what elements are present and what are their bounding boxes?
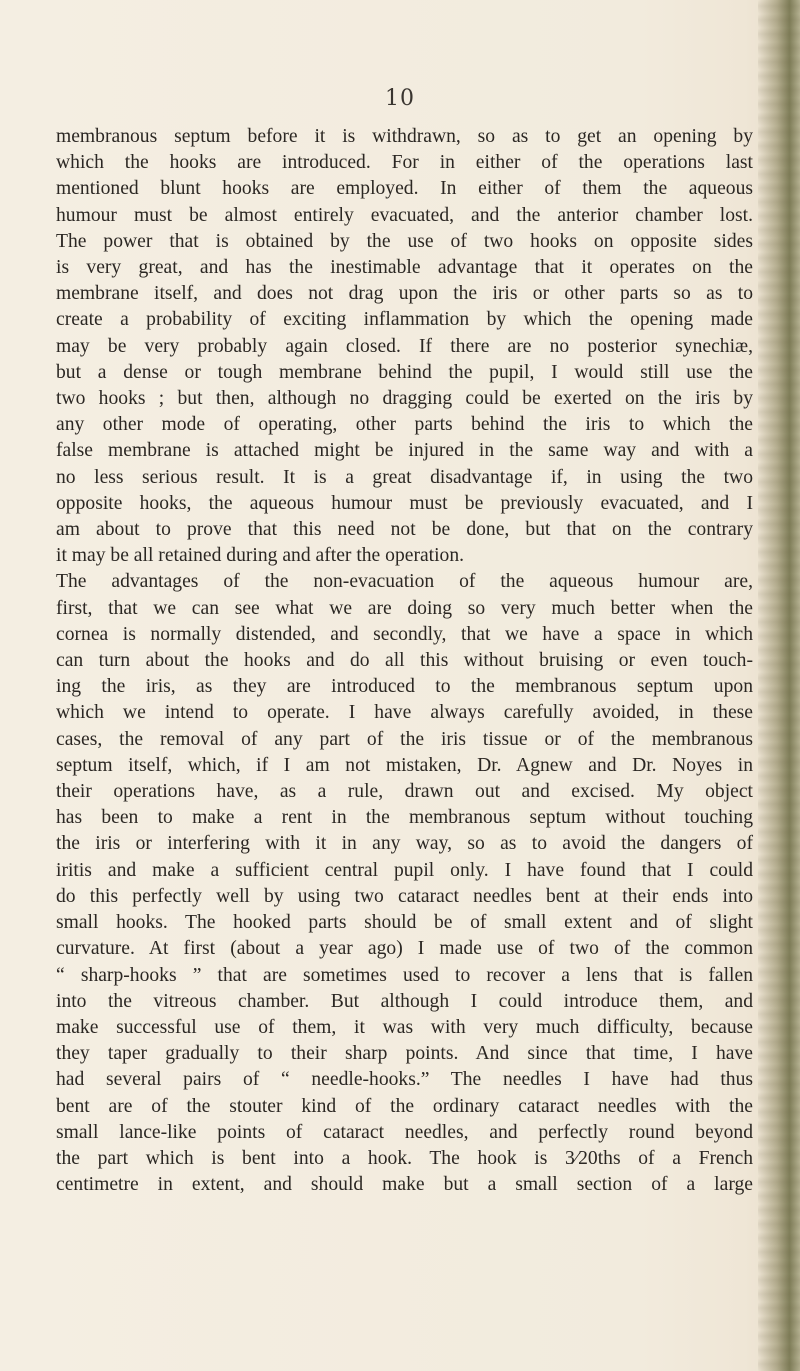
text-line: opposite hooks, the aqueous humour must be previously evacuated, and I [56,492,753,514]
text-line: ing the iris, as they are introduced to the membranous septum upon [56,676,753,698]
body-text [56,124,753,1198]
page-edge-shadow [758,0,800,1371]
text-line: into the vitreous chamber. But although I could introduce them, and [56,990,753,1012]
text-line: humour must be almost entirely evacuated, and the anterior chamber lost. [56,204,753,226]
text-line: mentioned blunt hooks are employed. In either of them the aqueous [56,178,753,200]
text-line: false membrane is attached might be injured in the same way and with a [56,440,753,462]
text-line: cases, the removal of any part of the iris tissue or of the membranous [56,728,753,750]
text-line: the part which is bent into a hook. The hook is 3⁄20ths of a French [56,1147,753,1169]
text-line: am about to prove that this need not be done, but that on the contrary [56,519,753,541]
page-number: 10 [385,86,415,111]
text-line: they taper gradually to their sharp points. And since that time, I have [56,1043,753,1065]
text-line: small lance-like points of cataract needles, and perfectly round beyond [56,1121,753,1143]
text-line: small hooks. The hooked parts should be of small extent and of slight [56,912,753,934]
text-line: membranous septum before it is withdrawn, so as to get an opening by [56,126,753,147]
text-line: The advantages of the non-evacuation of the aqueous humour are, [56,571,753,593]
text-line: do this perfectly well by using two cataract needles bent at their ends into [56,885,753,907]
text-line: first, that we can see what we are doing so very much better when the [56,597,753,619]
text-line: no less serious result. It is a great disadvantage if, in using the two [56,466,753,488]
text-line: but a dense or tough membrane behind the pupil, I would still use the [56,361,753,383]
text-line: two hooks ; but then, although no dragging could be exerted on the iris by [56,388,753,410]
text-line: can turn about the hooks and do all this without bruising or even touch- [56,650,753,672]
text-line: centimetre in extent, and should make but a small section of a large [56,1174,753,1196]
text-line: their operations have, as a rule, drawn out and excised. My object [56,781,753,803]
text-line: had several pairs of “ needle-hooks.” The needles I have had thus [56,1069,753,1091]
text-line: curvature. At first (about a year ago) I made use of two of the common [56,938,753,960]
text-line: which we intend to operate. I have always carefully avoided, in these [56,702,753,724]
text-line: create a probability of exciting inflammation by which the opening made [56,309,753,331]
text-line: iritis and make a sufficient central pupil only. I have found that I could [56,859,753,881]
text-line: cornea is normally distended, and secondly, that we have a space in which [56,623,753,645]
text-line: “ sharp-hooks ” that are sometimes used to recover a lens that is fallen [56,964,753,986]
text-line: has been to make a rent in the membranous septum without touching [56,807,753,829]
text-line: The power that is obtained by the use of two hooks on opposite sides [56,230,753,252]
text-line: membrane itself, and does not drag upon the iris or other parts so as to [56,283,753,305]
text-line: may be very probably again closed. If there are no posterior synechiæ, [56,335,753,357]
text-line: any other mode of operating, other parts behind the iris to which the [56,414,753,436]
text-line: bent are of the stouter kind of the ordinary cataract needles with the [56,1095,753,1117]
text-line: which the hooks are introduced. For in either of the operations last [56,152,753,174]
text-line: make successful use of them, it was with very much difficulty, because [56,1016,753,1038]
text-line: septum itself, which, if I am not mistaken, Dr. Agnew and Dr. Noyes in [56,754,753,776]
text-line: it may be all retained during and after the operation. [56,545,465,567]
text-line: the iris or interfering with it in any way, so as to avoid the dangers of [56,833,753,855]
text-line: is very great, and has the inestimable advantage that it operates on the [56,257,753,279]
